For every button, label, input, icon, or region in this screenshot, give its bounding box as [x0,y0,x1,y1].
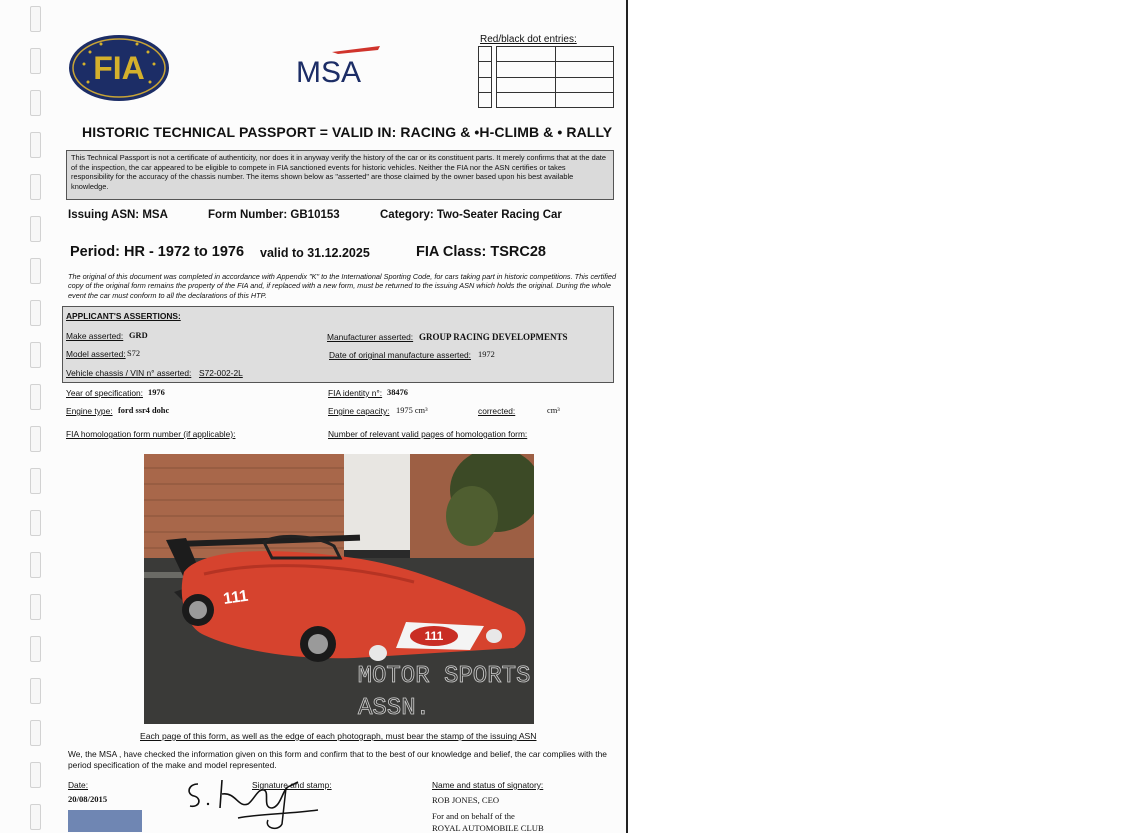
corrected-unit: cm³ [547,406,560,415]
punch-hole [30,594,41,620]
behalf-line-2: ROYAL AUTOMOBILE CLUB [432,823,544,833]
fia-class: FIA Class: TSRC28 [416,244,546,260]
chassis-label: Vehicle chassis / VIN n° asserted: [66,368,192,378]
declaration-text: We, the MSA , have checked the information given on this form and confirm that to the best of our knowledge and belief, the car complies with the period specification of the make and model represented. [68,749,607,770]
punch-hole [30,468,41,494]
svg-text:FIA: FIA [93,50,145,86]
date-label: Date: [68,780,89,790]
year-spec-label: Year of specification: [66,388,143,398]
punch-hole [30,720,41,746]
form-number: Form Number: GB10153 [208,209,340,221]
signatory-block [432,794,544,833]
model-value: S72 [127,349,141,358]
behalf-line-1: For and on behalf of the [432,811,515,821]
punch-hole [30,678,41,704]
manufacturer-label: Manufacturer asserted: [327,332,414,342]
engine-capacity-value: 1975 cm³ [396,406,428,415]
valid-to: valid to 31.12.2025 [260,246,370,260]
punch-hole [30,216,41,242]
assertions-title: APPLICANT'S ASSERTIONS: [66,311,181,321]
punch-hole [30,804,41,830]
fia-identity-value: 38476 [387,388,408,397]
make-label: Make asserted: [66,331,124,341]
engine-type-value: ford ssr4 dohc [118,406,170,415]
punch-hole [30,6,41,32]
punch-hole [30,90,41,116]
barcode-sticker [68,810,142,832]
punch-hole [30,132,41,158]
intro-text: The original of this document was completed in accordance with Appendix "K" to the International Sporting Code, for cars taking part in historic competitions. This certified copy of the original form remains the property of the FIA and, if replaced with a new form, must be returned to the issuing ASN which holds the original. During the whole event the car must conform to all the declarations of this HTP. [68,272,616,300]
svg-text:111: 111 [424,629,444,643]
punch-hole [30,174,41,200]
handwritten-signature [178,774,328,832]
punch-hole [30,762,41,788]
homologation-pages-label: Number of relevant valid pages of homologation form: [328,429,528,439]
punch-hole [30,48,41,74]
punch-hole [30,552,41,578]
svg-text:111: 111 [222,587,250,608]
issuing-asn: Issuing ASN: MSA [68,209,168,221]
msa-logo [294,44,386,86]
passport-heading: HISTORIC TECHNICAL PASSPORT = VALID IN: RACING & •H-CLIMB & • RALLY [82,124,613,140]
fia-logo [68,34,170,102]
manufacture-date-value: 1972 [478,350,495,359]
category: Category: Two-Seater Racing Car [380,209,562,221]
svg-text:MOTOR SPORTS: MOTOR SPORTS [357,663,531,690]
model-label: Model asserted: [66,349,126,359]
make-value: GRD [129,331,148,340]
signature-label: Signature and stamp: [252,780,332,790]
homologation-label: FIA homologation form number (if applicable): [66,429,236,439]
punch-hole [30,258,41,284]
punch-hole [30,300,41,326]
punch-hole [30,426,41,452]
assertions-box [62,306,614,383]
punch-hole [30,510,41,536]
engine-type-label: Engine type: [66,406,113,416]
punch-holes [30,0,44,833]
svg-text:ASSN.: ASSN. [357,695,431,722]
disclaimer-box: This Technical Passport is not a certificate of authenticity, nor does it in anyway verify the history of the car or its constituent parts. It merely confirms that at the date of the inspection, the car appeared to be eligible to compete in FIA sanctioned events for historic vehicles. Neither the FIA nor the ASN certifies or takes responsibility for the accuracy of the chassis number. The items shown below as "asserted" are those claimed by the owner based upon his best available knowledge. [66,150,614,200]
period: Period: HR - 1972 to 1976 [70,244,245,260]
punch-hole [30,342,41,368]
manufacture-date-label: Date of original manufacture asserted: [329,350,471,360]
manufacturer-value: GROUP RACING DEVELOPMENTS [419,332,568,342]
date-value: 20/08/2015 [68,794,108,804]
punch-hole [30,636,41,662]
dot-entries-grid [478,46,614,108]
engine-capacity-label: Engine capacity: [328,406,390,416]
car-photograph [144,454,534,724]
svg-text:MSA: MSA [296,56,362,86]
signatory-name: ROB JONES, CEO [432,795,500,805]
punch-hole [30,384,41,410]
fia-identity-label: FIA identity n°: [328,388,383,398]
chassis-value: S72-002-2L [199,368,243,378]
dot-entries-title: Red/black dot entries: [480,34,577,45]
corrected-label: corrected: [478,406,516,416]
year-spec-value: 1976 [148,388,165,397]
stamp-note: Each page of this form, as well as the edge of each photograph, must bear the stamp of the issuing ASN [140,731,537,741]
signatory-label: Name and status of signatory: [432,780,544,790]
